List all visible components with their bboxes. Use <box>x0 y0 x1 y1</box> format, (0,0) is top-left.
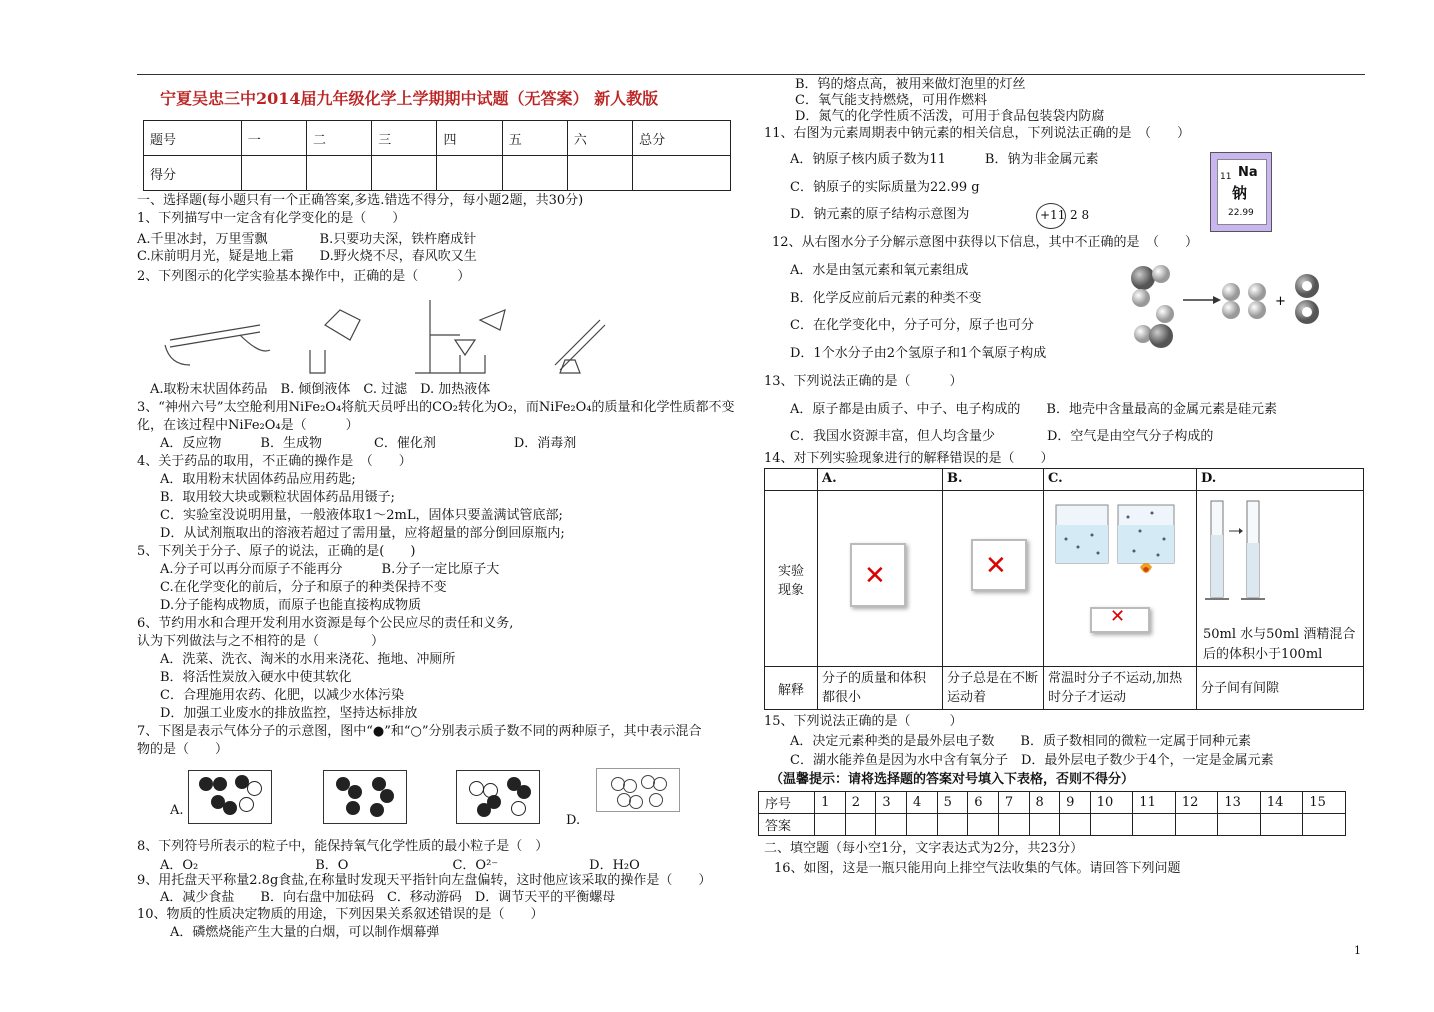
q7-box-d <box>596 768 680 812</box>
q2-lab-illustrations <box>160 295 630 380</box>
answer-cell[interactable] <box>1175 814 1218 836</box>
q1-options-ab: A.千里冰封，万里雪飘 B.只要功夫深，铁杵磨成针 <box>137 232 477 247</box>
answer-number-row <box>759 792 1346 814</box>
answer-cell[interactable] <box>968 814 999 836</box>
beakers-icon <box>1048 495 1188 585</box>
q5-option-c: C.在化学变化的前后，分子和原子的种类保持不变 <box>160 580 447 595</box>
q3: 3、“神州六号”太空舱利用NiFe₂O₄将航天员呼出的CO₂转化为O₂，而NiFe₂O₄的质量和化学性质都不变 <box>137 400 735 415</box>
q6-option-a: A．洗菜、洗衣、淘米的水用来浇花、拖地、冲厕所 <box>160 652 456 667</box>
q14-table <box>764 468 1364 710</box>
paper-icon <box>1090 607 1150 633</box>
cell: 实验 现象 <box>765 491 818 667</box>
q15-options-cd: C．湖水能养鱼是因为水中含有氧分子 D．最外层电子数少于4个，一定是金属元素 <box>790 753 1274 768</box>
q11-option-d: D．钠元素的原子结构示意图为 <box>790 207 970 222</box>
q2-options: A.取粉末状固体药品 B. 倾倒液体 C. 过滤 D. 加热液体 <box>150 382 491 397</box>
q13-options-cd: C．我国水资源丰富，但人均含量少 D．空气是由空气分子构成的 <box>790 429 1214 444</box>
atomic-number: 11 <box>1220 172 1232 182</box>
cell: 6 <box>968 792 999 814</box>
answer-row <box>759 814 1346 836</box>
cell <box>1197 491 1364 667</box>
q10-option-d: D．氮气的化学性质不活泼，可用于食品包装袋内防腐 <box>795 109 1105 124</box>
cell <box>818 491 943 667</box>
cell: 2 <box>845 792 876 814</box>
card-face <box>1217 159 1267 225</box>
cell: C. <box>1044 469 1197 491</box>
cell <box>1044 491 1197 667</box>
cell <box>765 469 818 491</box>
score-cell[interactable] <box>633 156 731 191</box>
test-tube-sketch <box>170 325 260 340</box>
q7: 7、下图是表示气体分子的示意图，图中“●”和“○”分别表示质子数不同的两种原子，其中表示混合 <box>137 724 702 739</box>
score-cell[interactable] <box>307 156 372 191</box>
paper-icon <box>850 543 906 607</box>
q6-option-b: B．将活性炭放入硬水中使其软化 <box>160 670 352 685</box>
cell <box>943 491 1044 667</box>
cell: 14 <box>1260 792 1303 814</box>
cell: 7 <box>998 792 1029 814</box>
atomic-mass: 22.99 <box>1228 208 1254 218</box>
cell: 五 <box>502 121 567 156</box>
sodium-element-card <box>1210 152 1272 232</box>
cell: 13 <box>1218 792 1261 814</box>
element-name: 钠 <box>1232 184 1248 202</box>
q3-options: A．反应物 B．生成物 C．催化剂 D．消毒剂 <box>160 436 577 451</box>
q7-box-b <box>323 770 407 824</box>
cell: 5 <box>937 792 968 814</box>
cell: 10 <box>1090 792 1133 814</box>
x-mark-icon: ✕ <box>864 561 886 591</box>
q7-label-d: D. <box>566 813 581 828</box>
answer-table <box>758 791 1346 836</box>
x-mark-icon: ✕ <box>985 551 1007 581</box>
answer-cell[interactable] <box>876 814 907 836</box>
q6-option-d: D．加强工业废水的排放监控，坚持达标排放 <box>160 706 418 721</box>
q4-option-d: D．从试剂瓶取出的溶液若超过了需用量，应将超量的部分倒回原瓶内; <box>160 526 565 541</box>
cell: 总分 <box>633 121 731 156</box>
score-cell[interactable] <box>372 156 437 191</box>
cell: 常温时分子不运动,加热时分子才运动 <box>1044 667 1197 710</box>
q12-option-a: A．水是由氢元素和氧元素组成 <box>790 263 969 278</box>
q12-option-d: D．1个水分子由2个氢原子和1个氧原子构成 <box>790 346 1047 361</box>
cell: D. <box>1197 469 1364 491</box>
q14-phenomenon-row <box>765 491 1364 667</box>
q12-option-b: B．化学反应前后元素的种类不变 <box>790 291 982 306</box>
answer-cell[interactable] <box>845 814 876 836</box>
answer-cell[interactable] <box>1260 814 1303 836</box>
answer-cell[interactable] <box>1218 814 1261 836</box>
q6: 6、节约用水和合理开发利用水资源是每个公民应尽的责任和义务, <box>137 616 514 631</box>
q4-option-a: A．取用粉末状固体药品应用药匙; <box>160 472 356 487</box>
q9: 9、用托盘天平称量2.8g食盐,在称量时发现天平指针向左盘偏转，这时他应该采取的操作是（ ） <box>137 873 712 888</box>
exam-title: 宁夏吴忠三中2014届九年级化学上学期期中试题（无答案） 新人教版 <box>160 89 659 108</box>
cell: 1 <box>815 792 846 814</box>
cell: 解释 <box>765 667 818 710</box>
answer-cell[interactable] <box>937 814 968 836</box>
cell: 得分 <box>144 156 242 191</box>
score-table-score-row <box>144 156 731 191</box>
q7-label-a: A. <box>170 803 184 818</box>
q11-options-ab: A．钠原子核内质子数为11 B．钠为非金属元素 <box>790 152 1099 167</box>
q4-option-b: B．取用较大块或颗粒状固体药品用镊子; <box>160 490 395 505</box>
cell: 三 <box>372 121 437 156</box>
score-table-header-row <box>144 121 731 156</box>
q11-option-c: C．钠原子的实际质量为22.99 g <box>790 180 980 195</box>
score-cell[interactable] <box>502 156 567 191</box>
q14: 14、对下列实验现象进行的解释错误的是（ ） <box>764 451 1054 466</box>
q5-options-ab: A.分子可以再分而原子不能再分 B.分子一定比原子大 <box>160 562 500 577</box>
cell: 二 <box>307 121 372 156</box>
q12-option-c: C．在化学变化中，分子可分，原子也可分 <box>790 318 1034 333</box>
q6-cont: 认为下列做法与之不相符的是（ ） <box>137 634 385 649</box>
q8: 8、下列符号所表示的粒子中，能保持氧气化学性质的最小粒子是（ ） <box>137 839 549 854</box>
measuring-cylinders-icon <box>1203 495 1283 605</box>
cell: A. <box>818 469 943 491</box>
cell: 9 <box>1060 792 1091 814</box>
cell: 分子的质量和体积都很小 <box>818 667 943 710</box>
score-cell[interactable] <box>241 156 306 191</box>
answer-cell[interactable] <box>815 814 846 836</box>
water-decomposition-diagram <box>1125 258 1335 350</box>
section-1-heading: 一、选择题(每小题只有一个正确答案,多选.错选不得分，每小题2题，共30分) <box>137 193 584 208</box>
q5-option-d: D.分子能构成物质，而原子也能直接构成物质 <box>160 598 422 613</box>
q12: 12、从右图水分子分解示意图中获得以下信息，其中不正确的是 （ ） <box>772 235 1199 250</box>
q13-options-ab: A．原子都是由质子、中子、电子构成的 B．地壳中含量最高的金属元素是硅元素 <box>790 402 1277 417</box>
score-cell[interactable] <box>437 156 502 191</box>
section-2-heading: 二、填空题（每小空1分，文字表达式为2分，共23分） <box>764 841 1084 856</box>
paper-icon <box>971 539 1027 591</box>
q14-explain-row <box>765 667 1364 710</box>
q8-options: A．O₂ B．O C．O²⁻ D．H₂O <box>160 858 640 873</box>
cell: 一 <box>241 121 306 156</box>
q14-d-caption: 50ml 水与50ml 酒精混合后的体积小于100ml <box>1203 627 1356 662</box>
q7-box-a <box>188 770 272 824</box>
cell: 分子总是在不断运动着 <box>943 667 1044 710</box>
top-rule <box>137 74 1365 75</box>
q10: 10、物质的性质决定物质的用途，下列因果关系叙述错误的是（ ） <box>137 907 544 922</box>
q4-option-c: C．实验室没说明用量，一般液体取1～2mL，固体只要盖满试管底部; <box>160 508 563 523</box>
q13: 13、下列说法正确的是（ ） <box>764 374 963 389</box>
score-cell[interactable] <box>567 156 632 191</box>
cell: 序号 <box>759 792 815 814</box>
cell: 答案 <box>759 814 815 836</box>
element-symbol: Na <box>1238 165 1258 180</box>
q16: 16、如图，这是一瓶只能用向上排空气法收集的气体。请回答下列问题 <box>774 861 1181 876</box>
cell: 12 <box>1175 792 1218 814</box>
q15: 15、下列说法正确的是（ ） <box>764 714 963 729</box>
q1-options-cd: C.床前明月光，疑是地上霜 D.野火烧不尽，春风吹又生 <box>137 249 477 264</box>
q6-option-c: C．合理施用农药、化肥，以减少水体污染 <box>160 688 404 703</box>
answer-cell[interactable] <box>1303 814 1346 836</box>
cell: 分子间有间隙 <box>1197 667 1364 710</box>
cell: B. <box>943 469 1044 491</box>
cell: 六 <box>567 121 632 156</box>
q2: 2、下列图示的化学实验基本操作中，正确的是（ ） <box>137 269 471 284</box>
answer-cell[interactable] <box>1029 814 1060 836</box>
q10-option-a: A．磷燃烧能产生大量的白烟，可以制作烟幕弹 <box>170 925 440 940</box>
q11: 11、右图为元素周期表中钠元素的相关信息，下列说法正确的是 （ ） <box>764 126 1191 141</box>
q7-cont: 物的是（ ） <box>137 742 229 757</box>
cell: 11 <box>1133 792 1176 814</box>
cell: 四 <box>437 121 502 156</box>
x-mark-icon: ✕ <box>1110 606 1126 627</box>
q5: 5、下列关于分子、原子的说法，正确的是( ) <box>137 544 416 559</box>
q4: 4、关于药品的取用，不正确的操作是 （ ） <box>137 454 412 469</box>
answer-cell[interactable] <box>907 814 938 836</box>
q14-header-row <box>765 469 1364 491</box>
q10-option-b: B．钨的熔点高，被用来做灯泡里的灯丝 <box>795 77 1026 92</box>
na-shells: 2 8 <box>1070 208 1090 222</box>
q1: 1、下列描写中一定含有化学变化的是（ ） <box>137 211 406 226</box>
cell: 15 <box>1303 792 1346 814</box>
score-table <box>143 120 731 191</box>
na-nucleus-circle <box>1036 203 1066 229</box>
answer-cell[interactable] <box>998 814 1029 836</box>
page-number: 1 <box>1354 944 1361 957</box>
q9-options: A．减少食盐 B．向右盘中加砝码 C．移动游码 D．调节天平的平衡螺母 <box>160 890 616 905</box>
q3-cont: 化，在该过程中NiFe₂O₄是（ ） <box>137 418 359 433</box>
q15-options-ab: A．决定元素种类的是最外层电子数 B．质子数相同的微粒一定属于同种元素 <box>790 734 1251 749</box>
answer-cell[interactable] <box>1133 814 1176 836</box>
cell: 题号 <box>144 121 242 156</box>
answer-cell[interactable] <box>1060 814 1091 836</box>
cell: 8 <box>1029 792 1060 814</box>
svg-text:+: + <box>1275 294 1286 309</box>
cell: 3 <box>876 792 907 814</box>
na-nucleus: +11 <box>1040 208 1066 222</box>
answer-tip: （温馨提示：请将选择题的答案对号填入下表格，否则不得分） <box>770 772 1135 787</box>
answer-cell[interactable] <box>1090 814 1133 836</box>
cell: 4 <box>907 792 938 814</box>
q10-option-c: C．氧气能支持燃烧，可用作燃料 <box>795 93 987 108</box>
q7-box-c <box>456 770 540 824</box>
